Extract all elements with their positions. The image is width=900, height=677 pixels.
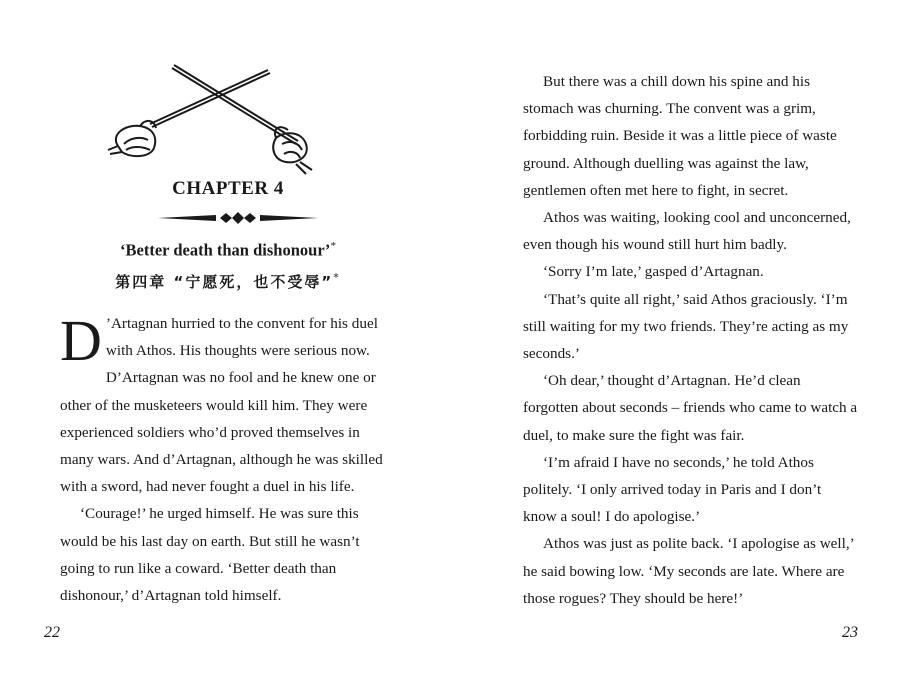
paragraph: Athos was waiting, looking cool and unconcerned, even though his wound still hurt him badly.: [523, 209, 851, 254]
chapter-subtitle-chinese: [18, 271, 438, 292]
paragraph: [60, 310, 390, 500]
paragraph: ‘I’m afraid I have no seconds,’ he told Athos politely. ‘I only arrived today in Paris and I don’t know a soul! I do apologise.’: [523, 453, 822, 526]
paragraph: Athos was just as polite back. ‘I apologise as well,’ he said bowing low. ‘My seconds are late. Where are those rogues? They should be here!’: [523, 535, 854, 607]
chinese-title-text: 第四章 “宁愿死，也不受辱”: [115, 273, 334, 291]
page-number: 23: [842, 624, 858, 641]
subtitle-footnote-mark: *: [330, 240, 336, 252]
left-body-text: [60, 310, 390, 609]
subtitle-text: ‘Better death than dishonour’: [120, 240, 331, 260]
flourish-divider-icon: [158, 210, 318, 226]
right-page: [450, 0, 900, 677]
paragraph: ‘Oh dear,’ thought d’Artagnan. He’d clean forgotten about seconds – friends who came to watch a duel, to make sure the fight was fair.: [523, 372, 858, 444]
chapter-subtitle: [18, 240, 438, 261]
right-body-text: [523, 68, 858, 612]
page-number: 22: [44, 624, 60, 641]
paragraph: ‘That’s quite all right,’ said Athos graciously. ‘I’m still waiting for my two friends. They’re acting as my seconds.’: [523, 290, 849, 363]
chapter-title: CHAPTER 4: [172, 178, 284, 199]
paragraph: But there was a chill down his spine and his stomach was churning. The convent was a grim, forbidding ruin. Beside it was a little piece of waste ground. Although duelling was against the law, gentlemen often met here to fight, in secret.: [523, 73, 837, 199]
paragraph-text: ’Artagnan hurried to the convent for his duel with Athos. His thoughts were serious now. D’Artagnan was no fool and he knew one or other of the musketeers would kill him. They were experienced soldiers who’d proved themselves in many wars. And d’Artagnan, although he was skilled with a sword, had never fought a duel in his life.: [60, 315, 383, 496]
crossed-swords-icon: [100, 62, 330, 182]
paragraph: ‘Sorry I’m late,’ gasped d’Artagnan.: [543, 263, 764, 281]
drop-cap: D: [60, 308, 102, 373]
chinese-footnote-mark: *: [333, 271, 341, 284]
paragraph: ‘Courage!’ he urged himself. He was sure this would be his last day on earth. But still he wasn’t going to run like a coward. ‘Better death than dishonour,’ d’Artagnan told himself.: [60, 505, 360, 605]
